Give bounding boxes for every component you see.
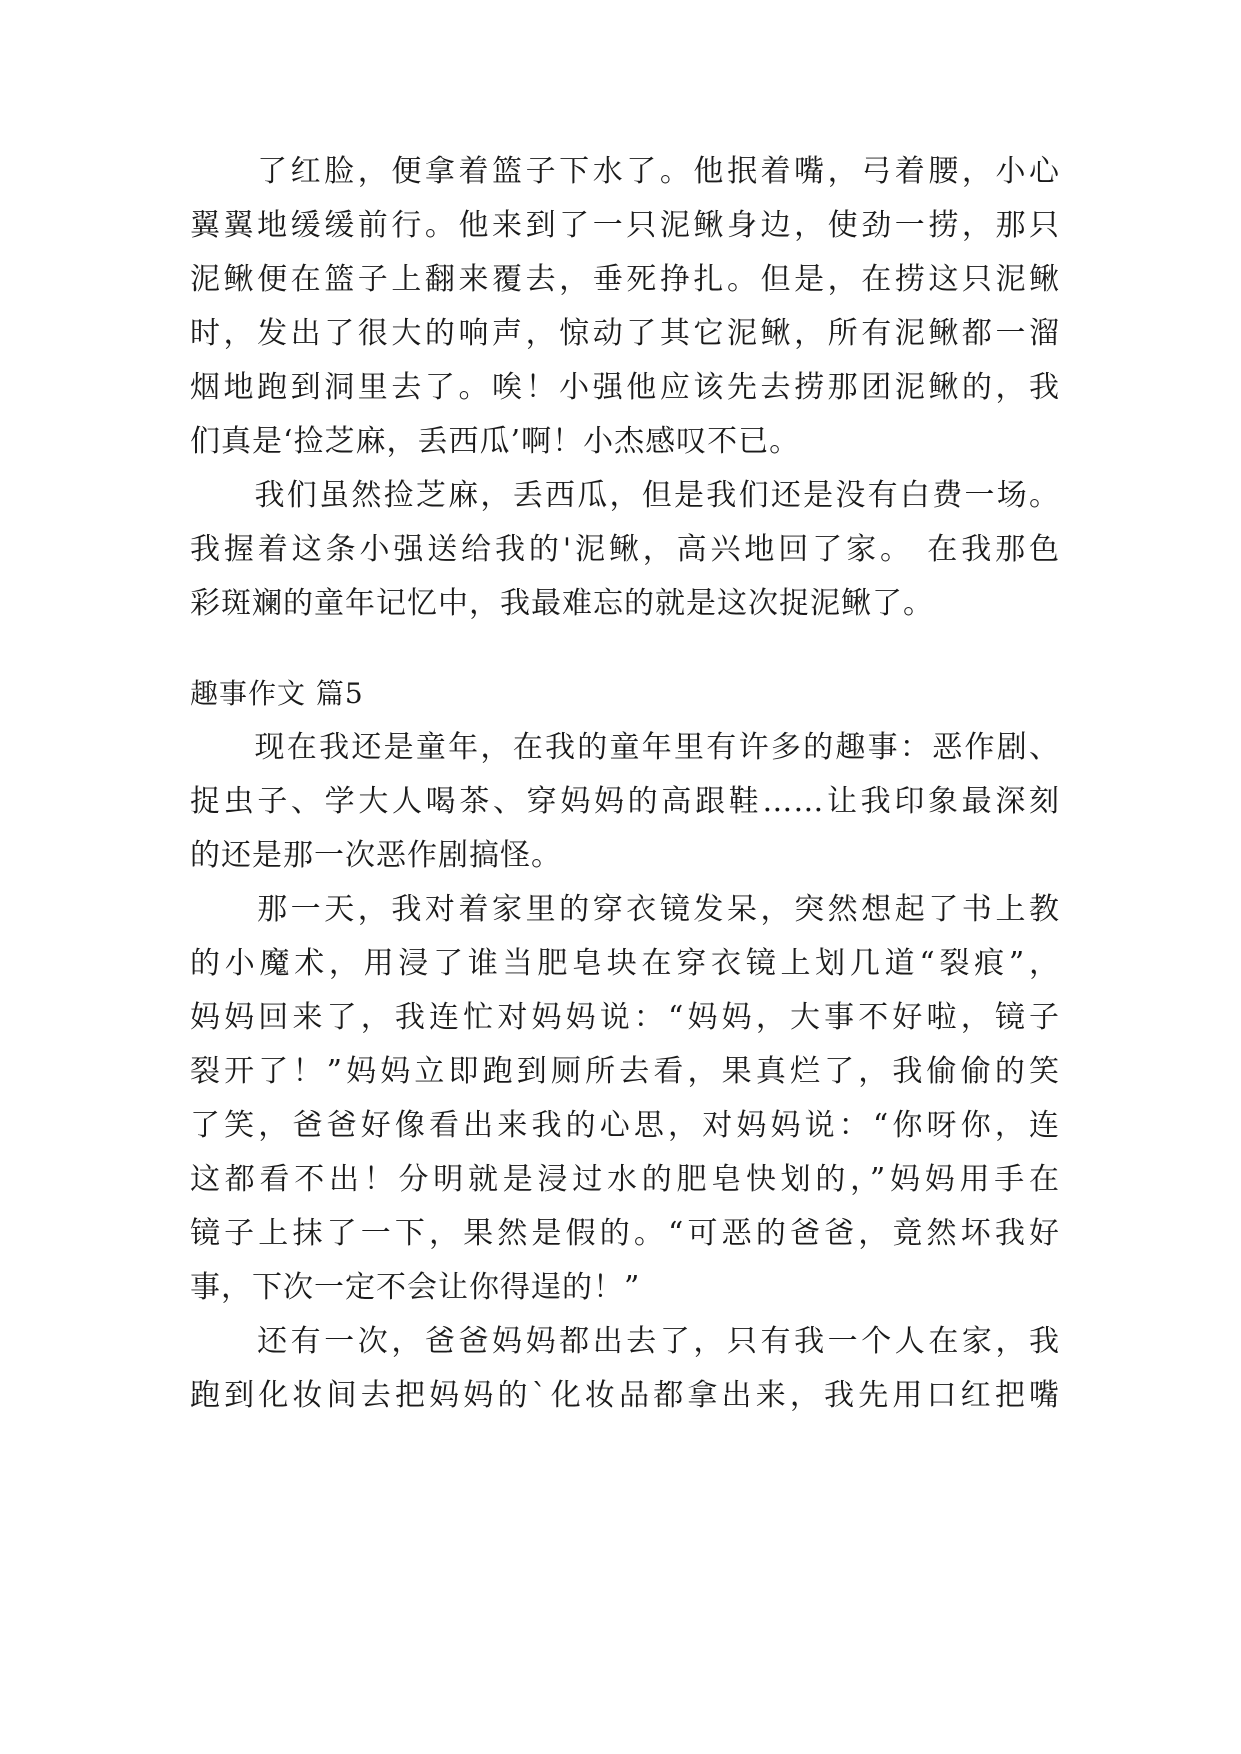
paragraph-line: 那一天，我对着家里的穿衣镜发呆，突然想起了书上教 — [190, 892, 1060, 927]
paragraph-line: 彩斑斓的童年记忆中，我最难忘的就是这次捉泥鳅了。 — [190, 586, 934, 621]
paragraph-line: 时，发出了很大的响声，惊动了其它泥鳅，所有泥鳅都一溜 — [190, 316, 1060, 351]
paragraph-line: 了笑，爸爸好像看出来我的心思，对妈妈说：“你呀你，连 — [190, 1108, 1060, 1143]
paragraph-line: 们真是‘捡芝麻，丢西瓜’啊！小杰感叹不已。 — [190, 424, 801, 459]
paragraph-line: 的还是那一次恶作剧搞怪。 — [190, 838, 562, 873]
paragraph-line: 事，下次一定不会让你得逞的！” — [190, 1270, 641, 1305]
section-heading: 趣事作文 篇5 — [190, 677, 364, 710]
paragraph-line: 跑到化妆间去把妈妈的`化妆品都拿出来，我先用口红把嘴 — [190, 1378, 1060, 1413]
paragraph-line: 泥鳅便在篮子上翻来覆去，垂死挣扎。但是，在捞这只泥鳅 — [190, 262, 1060, 297]
paragraph-line: 现在我还是童年，在我的童年里有许多的趣事：恶作剧、 — [190, 730, 1060, 765]
paragraph-line: 这都看不出！分明就是浸过水的肥皂快划的，”妈妈用手在 — [190, 1162, 1060, 1197]
paragraph-line: 还有一次，爸爸妈妈都出去了，只有我一个人在家，我 — [190, 1324, 1060, 1359]
paragraph-line: 我们虽然捡芝麻，丢西瓜，但是我们还是没有白费一场。 — [190, 478, 1060, 513]
paragraph-line: 镜子上抹了一下，果然是假的。“可恶的爸爸，竟然坏我好 — [190, 1216, 1060, 1251]
paragraph-line: 捉虫子、学大人喝茶、穿妈妈的高跟鞋……让我印象最深刻 — [190, 784, 1060, 819]
paragraph-line: 裂开了！”妈妈立即跑到厕所去看，果真烂了，我偷偷的笑 — [190, 1054, 1060, 1089]
paragraph-line: 了红脸，便拿着篮子下水了。他抿着嘴，弓着腰，小心 — [190, 154, 1060, 189]
paragraph-line: 妈妈回来了，我连忙对妈妈说：“妈妈，大事不好啦，镜子 — [190, 1000, 1060, 1035]
paragraph-line: 的小魔术，用浸了谁当肥皂块在穿衣镜上划几道“裂痕”， — [190, 946, 1060, 981]
paragraph-line: 烟地跑到洞里去了。唉！小强他应该先去捞那团泥鳅的，我 — [190, 370, 1060, 405]
paragraph-line: 我握着这条小强送给我的'泥鳅，高兴地回了家。 在我那色 — [190, 532, 1060, 567]
paragraph-line: 翼翼地缓缓前行。他来到了一只泥鳅身边，使劲一捞，那只 — [190, 208, 1060, 243]
